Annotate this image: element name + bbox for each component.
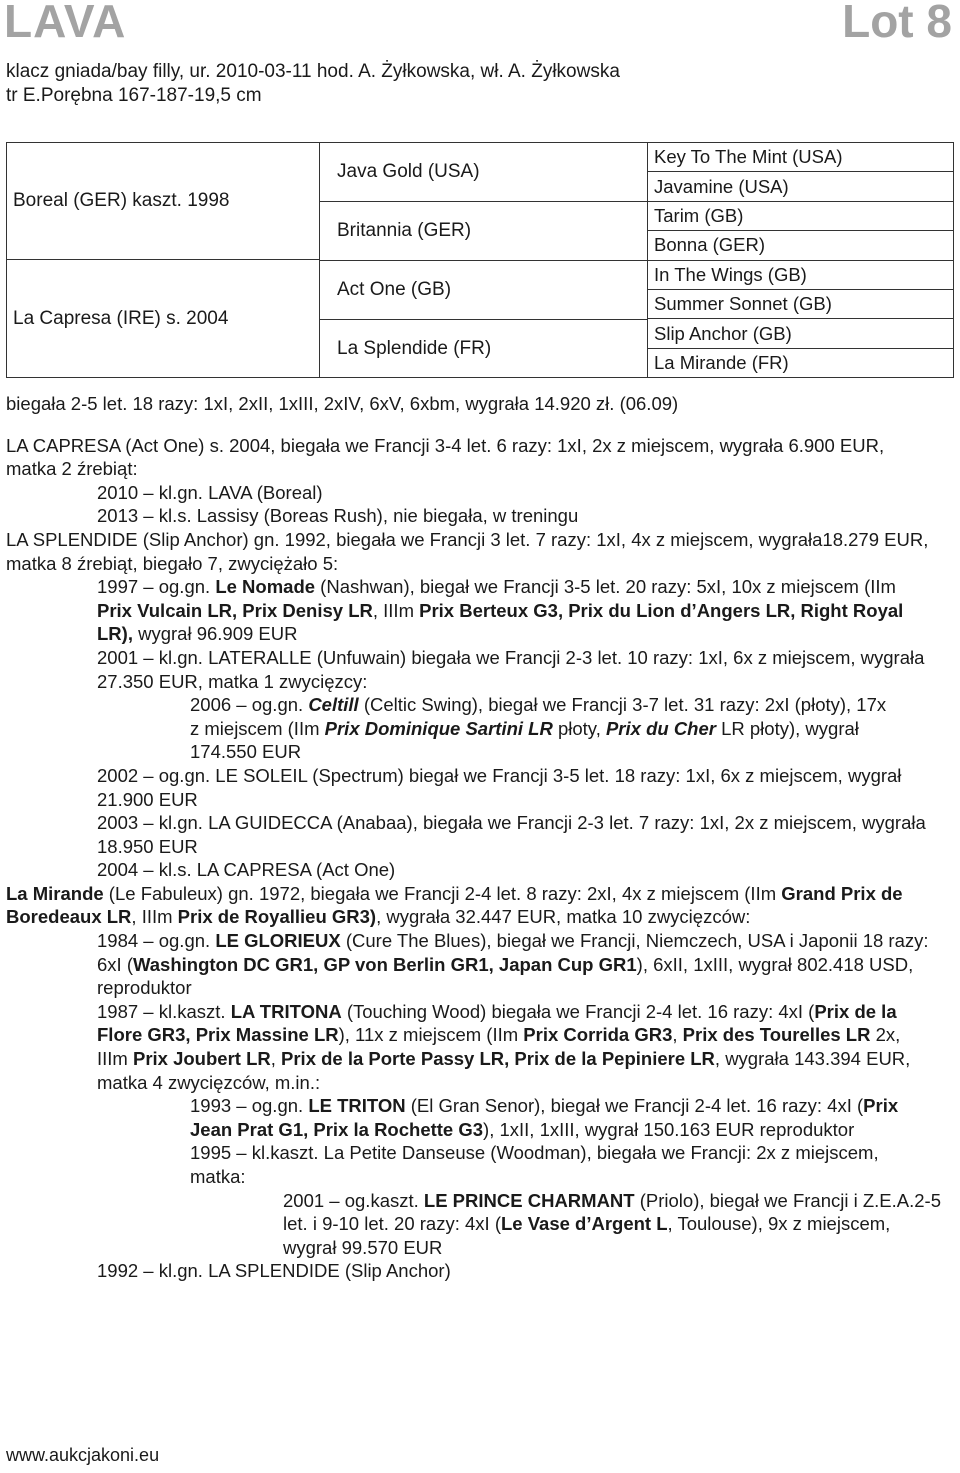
offspring-entry: 2010 – kl.gn. LAVA (Boreal)	[97, 481, 323, 503]
offspring-entry: z miejscem (IIm Prix Dominique Sartini LR płoty, Prix du Cher LR płoty), wygrał	[190, 717, 859, 739]
offspring-entry: Flore GR3, Prix Massine LR), 11x z miejscem (IIm Prix Corrida GR3, Prix des Tourelles LR 2x,	[97, 1024, 901, 1046]
family-entry: matka 2 źrebiąt:	[6, 458, 138, 480]
offspring-entry: 2002 – og.gn. LE SOLEIL (Spectrum) biegał we Francji 3-5 let. 18 razy: 1xI, 6x z miejscem, wygrał	[97, 764, 902, 786]
pedigree-gen2-cell: La Splendide (FR)	[337, 337, 492, 359]
lot-number: Lot 8	[842, 0, 952, 47]
offspring-entry: matka 4 zwycięzców, m.in.:	[97, 1071, 321, 1093]
pedigree-gen2-cell: Java Gold (USA)	[320, 143, 648, 202]
race-record: biegała 2-5 let. 18 razy: 1xI, 2xII, 1xIII, 2xIV, 6xV, 6xbm, wygrała 14.920 zł. (06.09)	[6, 393, 679, 414]
offspring-entry: wygrał 99.570 EUR	[283, 1236, 443, 1258]
offspring-entry: 6xI (Washington DC GR1, GP von Berlin GR1, Japan Cup GR1), 6xII, 1xIII, wygrał 802.418 USD,	[97, 953, 914, 975]
pedigree-dam: La Capresa (IRE) s. 2004	[13, 307, 229, 329]
family-entry: LA SPLENDIDE (Slip Anchor) gn. 1992, biegała we Francji 3 let. 7 razy: 1xI, 4x z miejscem, wygrała18.279 EUR,	[6, 528, 929, 550]
offspring-entry: 2001 – og.kaszt. LE PRINCE CHARMANT (Priolo), biegał we Francji i Z.E.A.2-5	[283, 1189, 941, 1211]
pedigree-gen3-cell: Key To The Mint (USA)	[648, 143, 954, 172]
pedigree-gen2	[319, 143, 648, 377]
offspring-entry: reproduktor	[97, 977, 192, 999]
offspring-entry: 2006 – og.gn. Celtill (Celtic Swing), biegał we Francji 3-7 let. 31 razy: 2xI (płoty), 17x	[190, 694, 887, 716]
offspring-entry: 27.350 EUR, matka 1 zwycięzcy:	[97, 670, 368, 692]
offspring-entry: 1987 – kl.kaszt. LA TRITONA (Touching Wood) biegała we Francji 2-4 let. 16 razy: 4xI (Prix de la	[97, 1000, 897, 1022]
offspring-entry: LR), wygrał 96.909 EUR	[97, 623, 298, 645]
pedigree-sire: Boreal (GER) kaszt. 1998	[7, 143, 319, 260]
horse-description	[6, 60, 946, 108]
pedigree-gen3-cell: Javamine (USA)	[648, 172, 954, 201]
family-entry: matka 8 źrebiąt, biegało 7, zwyciężało 5:	[6, 552, 339, 574]
offspring-entry: let. i 9-10 let. 20 razy: 4xI (Le Vase d’Argent L, Toulouse), 9x z miejscem,	[283, 1213, 891, 1235]
offspring-entry: 2003 – kl.gn. LA GUIDECCA (Anabaa), biegała we Francji 2-3 let. 7 razy: 1xI, 2x z miejscem, wygrała	[97, 812, 926, 834]
pedigree-gen2-cell: Act One (GB)	[320, 261, 648, 320]
description-line: klacz gniada/bay filly, ur. 2010-03-11 hod. A. Żyłkowska, wł. A. Żyłkowska	[6, 61, 620, 82]
offspring-entry: 1993 – og.gn. LE TRITON (El Gran Senor), biegał we Francji 2-4 let. 16 razy: 4xI (Prix	[190, 1095, 899, 1117]
offspring-entry: 18.950 EUR	[97, 835, 198, 857]
pedigree-gen3-cell: Tarim (GB)	[648, 202, 954, 231]
offspring-entry: 1984 – og.gn. LE GLORIEUX (Cure The Blues), biegał we Francji, Niemczech, USA i Japonii 18 razy:	[97, 930, 929, 952]
pedigree-gen3	[647, 143, 954, 377]
offspring-entry: 21.900 EUR	[97, 788, 198, 810]
offspring-entry: 1995 – kl.kaszt. La Petite Danseuse (Woodman), biegała we Francji: 2x z miejscem,	[190, 1142, 879, 1164]
description-line: tr E.Porębna 167-187-19,5 cm	[6, 85, 262, 106]
offspring-entry: 1997 – og.gn. Le Nomade (Nashwan), biegał we Francji 3-5 let. 20 razy: 5xI, 10x z miejscem (IIm	[97, 576, 896, 598]
offspring-entry: 2004 – kl.s. LA CAPRESA (Act One)	[97, 859, 396, 881]
page-header	[0, 0, 960, 48]
pedigree-gen3-cell: In The Wings (GB)	[648, 261, 954, 290]
offspring-entry: Jean Prat G1, Prix la Rochette G3), 1xII, 1xIII, wygrał 150.163 EUR reproduktor	[190, 1118, 855, 1140]
family-entry: Boredeaux LR, IIIm Prix de Royallieu GR3), wygrała 32.447 EUR, matka 10 zwycięzców:	[6, 906, 751, 928]
pedigree-gen1	[7, 143, 319, 377]
offspring-entry: 2013 – kl.s. Lassisy (Boreas Rush), nie biegała, w treningu	[97, 505, 579, 527]
horse-name: LAVA	[4, 0, 127, 47]
pedigree-gen3-cell: Summer Sonnet (GB)	[648, 290, 954, 319]
pedigree-table	[6, 142, 954, 378]
offspring-entry: IIIm Prix Joubert LR, Prix de la Porte Passy LR, Prix de la Pepiniere LR, wygrała 143.394 EUR,	[97, 1048, 911, 1070]
family-entry: La Mirande (Le Fabuleux) gn. 1972, biegała we Francji 2-4 let. 8 razy: 2xI, 4x z miejscem (IIm Grand Prix de	[6, 882, 903, 904]
race-record-text	[6, 392, 954, 1283]
pedigree-gen3-cell: La Mirande (FR)	[654, 352, 789, 374]
offspring-entry: 2001 – kl.gn. LATERALLE (Unfuwain) biegała we Francji 2-3 let. 10 razy: 1xI, 6x z miejscem, wygrała	[97, 646, 925, 668]
pedigree-gen3-cell: Bonna (GER)	[648, 231, 954, 260]
family-entry: LA CAPRESA (Act One) s. 2004, biegała we Francji 3-4 let. 6 razy: 1xI, 2x z miejscem, wygrała 6.900 EUR,	[6, 434, 885, 456]
offspring-entry: 1992 – kl.gn. LA SPLENDIDE (Slip Anchor)	[97, 1260, 451, 1282]
offspring-entry: Prix Vulcain LR, Prix Denisy LR, IIIm Prix Berteux G3, Prix du Lion d’Angers LR, Right Royal	[97, 599, 904, 621]
offspring-entry: 174.550 EUR	[190, 741, 302, 763]
pedigree-gen2-cell: Britannia (GER)	[320, 202, 648, 261]
pedigree-gen3-cell: Slip Anchor (GB)	[648, 319, 954, 348]
footer-url: www.aukcjakoni.eu	[6, 1445, 160, 1465]
offspring-entry: matka:	[190, 1166, 246, 1187]
